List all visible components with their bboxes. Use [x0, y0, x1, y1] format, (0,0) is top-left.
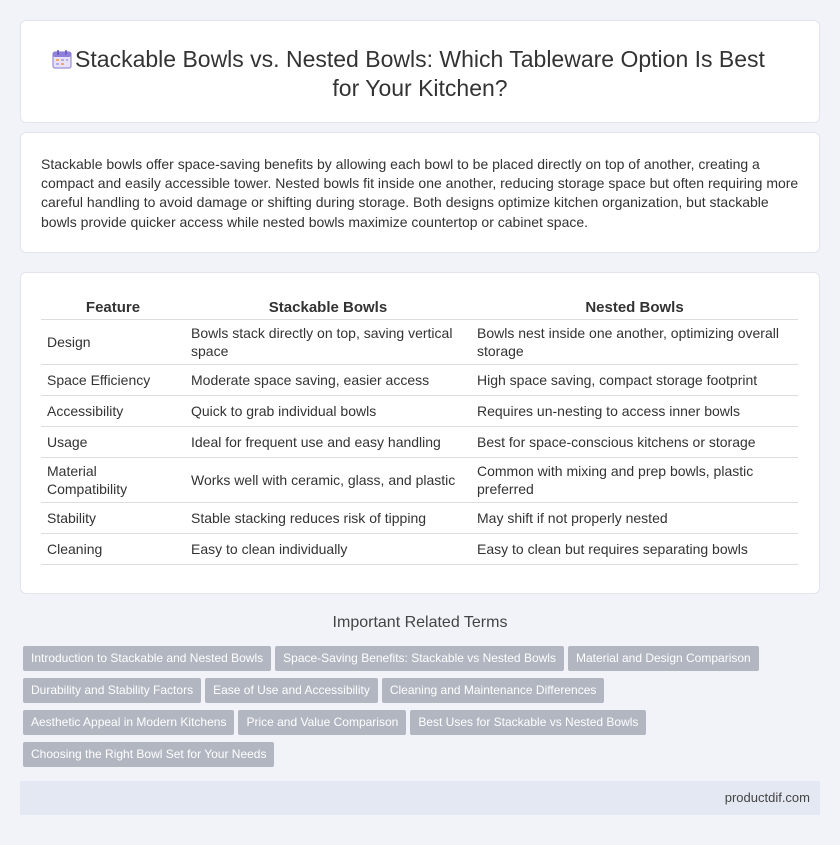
table-cell: Cleaning [41, 533, 185, 564]
table-row [41, 319, 798, 364]
table-cell: Material Compatibility [41, 457, 185, 502]
table-cell: Bowls nest inside one another, optimizing overall storage [471, 319, 798, 364]
table-cell: Quick to grab individual bowls [185, 395, 471, 426]
table-cell: Works well with ceramic, glass, and plastic [185, 457, 471, 502]
intro-paragraph: Stackable bowls offer space-saving benefits by allowing each bowl to be placed directly on top of another, creating a compact and easily accessible tower. Nested bowls fit inside one another, reducing storage space but often requiring more careful handling to avoid damage or shifting during storage. Both designs optimize kitchen organization, but stackable bowls provide quicker access while nested bowls maximize countertop or cabinet space. [41, 156, 799, 230]
related-term-tag[interactable]: Introduction to Stackable and Nested Bowls [23, 646, 271, 671]
table-row [41, 364, 798, 395]
table-cell: Space Efficiency [41, 364, 185, 395]
related-term-tag[interactable]: Durability and Stability Factors [23, 678, 201, 703]
table-row [41, 457, 798, 502]
column-header-feature: Feature [41, 297, 185, 319]
related-term-tag[interactable]: Space-Saving Benefits: Stackable vs Nested Bowls [275, 646, 564, 671]
related-term-tag[interactable]: Cleaning and Maintenance Differences [382, 678, 605, 703]
table-cell: Bowls stack directly on top, saving vertical space [185, 319, 471, 364]
table-row [41, 502, 798, 533]
table-cell: Stability [41, 502, 185, 533]
table-cell: Best for space-conscious kitchens or storage [471, 426, 798, 457]
intro-card [20, 132, 820, 253]
related-terms-list [23, 646, 803, 774]
related-term-tag[interactable]: Aesthetic Appeal in Modern Kitchens [23, 710, 234, 735]
table-cell: Stable stacking reduces risk of tipping [185, 502, 471, 533]
table-cell: Ideal for frequent use and easy handling [185, 426, 471, 457]
related-terms-heading: Important Related Terms [332, 614, 508, 631]
related-term-tag[interactable]: Choosing the Right Bowl Set for Your Needs [23, 742, 274, 767]
table-cell: Design [41, 319, 185, 364]
table-row [41, 395, 798, 426]
table-cell: Moderate space saving, easier access [185, 364, 471, 395]
comparison-table-card [20, 272, 820, 594]
table-cell: May shift if not properly nested [471, 502, 798, 533]
column-header-nested: Nested Bowls [471, 297, 798, 319]
table-cell: High space saving, compact storage footprint [471, 364, 798, 395]
related-term-tag[interactable]: Material and Design Comparison [568, 646, 759, 671]
footer-site-link[interactable]: productdif.com [724, 790, 810, 805]
related-term-tag[interactable]: Price and Value Comparison [238, 710, 406, 735]
related-term-tag[interactable]: Ease of Use and Accessibility [205, 678, 378, 703]
header-card [20, 20, 820, 123]
table-cell: Common with mixing and prep bowls, plastic preferred [471, 457, 798, 502]
table-cell: Easy to clean but requires separating bowls [471, 533, 798, 564]
column-header-stackable: Stackable Bowls [185, 297, 471, 319]
table-cell: Requires un-nesting to access inner bowls [471, 395, 798, 426]
table-cell: Accessibility [41, 395, 185, 426]
table-header-row [41, 297, 798, 319]
related-term-tag[interactable]: Best Uses for Stackable vs Nested Bowls [410, 710, 646, 735]
table-row [41, 533, 798, 564]
footer [20, 781, 820, 815]
page-title: Stackable Bowls vs. Nested Bowls: Which Tableware Option Is Best for Your Kitchen? [75, 46, 765, 101]
comparison-table [41, 297, 798, 565]
table-cell: Usage [41, 426, 185, 457]
table-row [41, 426, 798, 457]
table-cell: Easy to clean individually [185, 533, 471, 564]
